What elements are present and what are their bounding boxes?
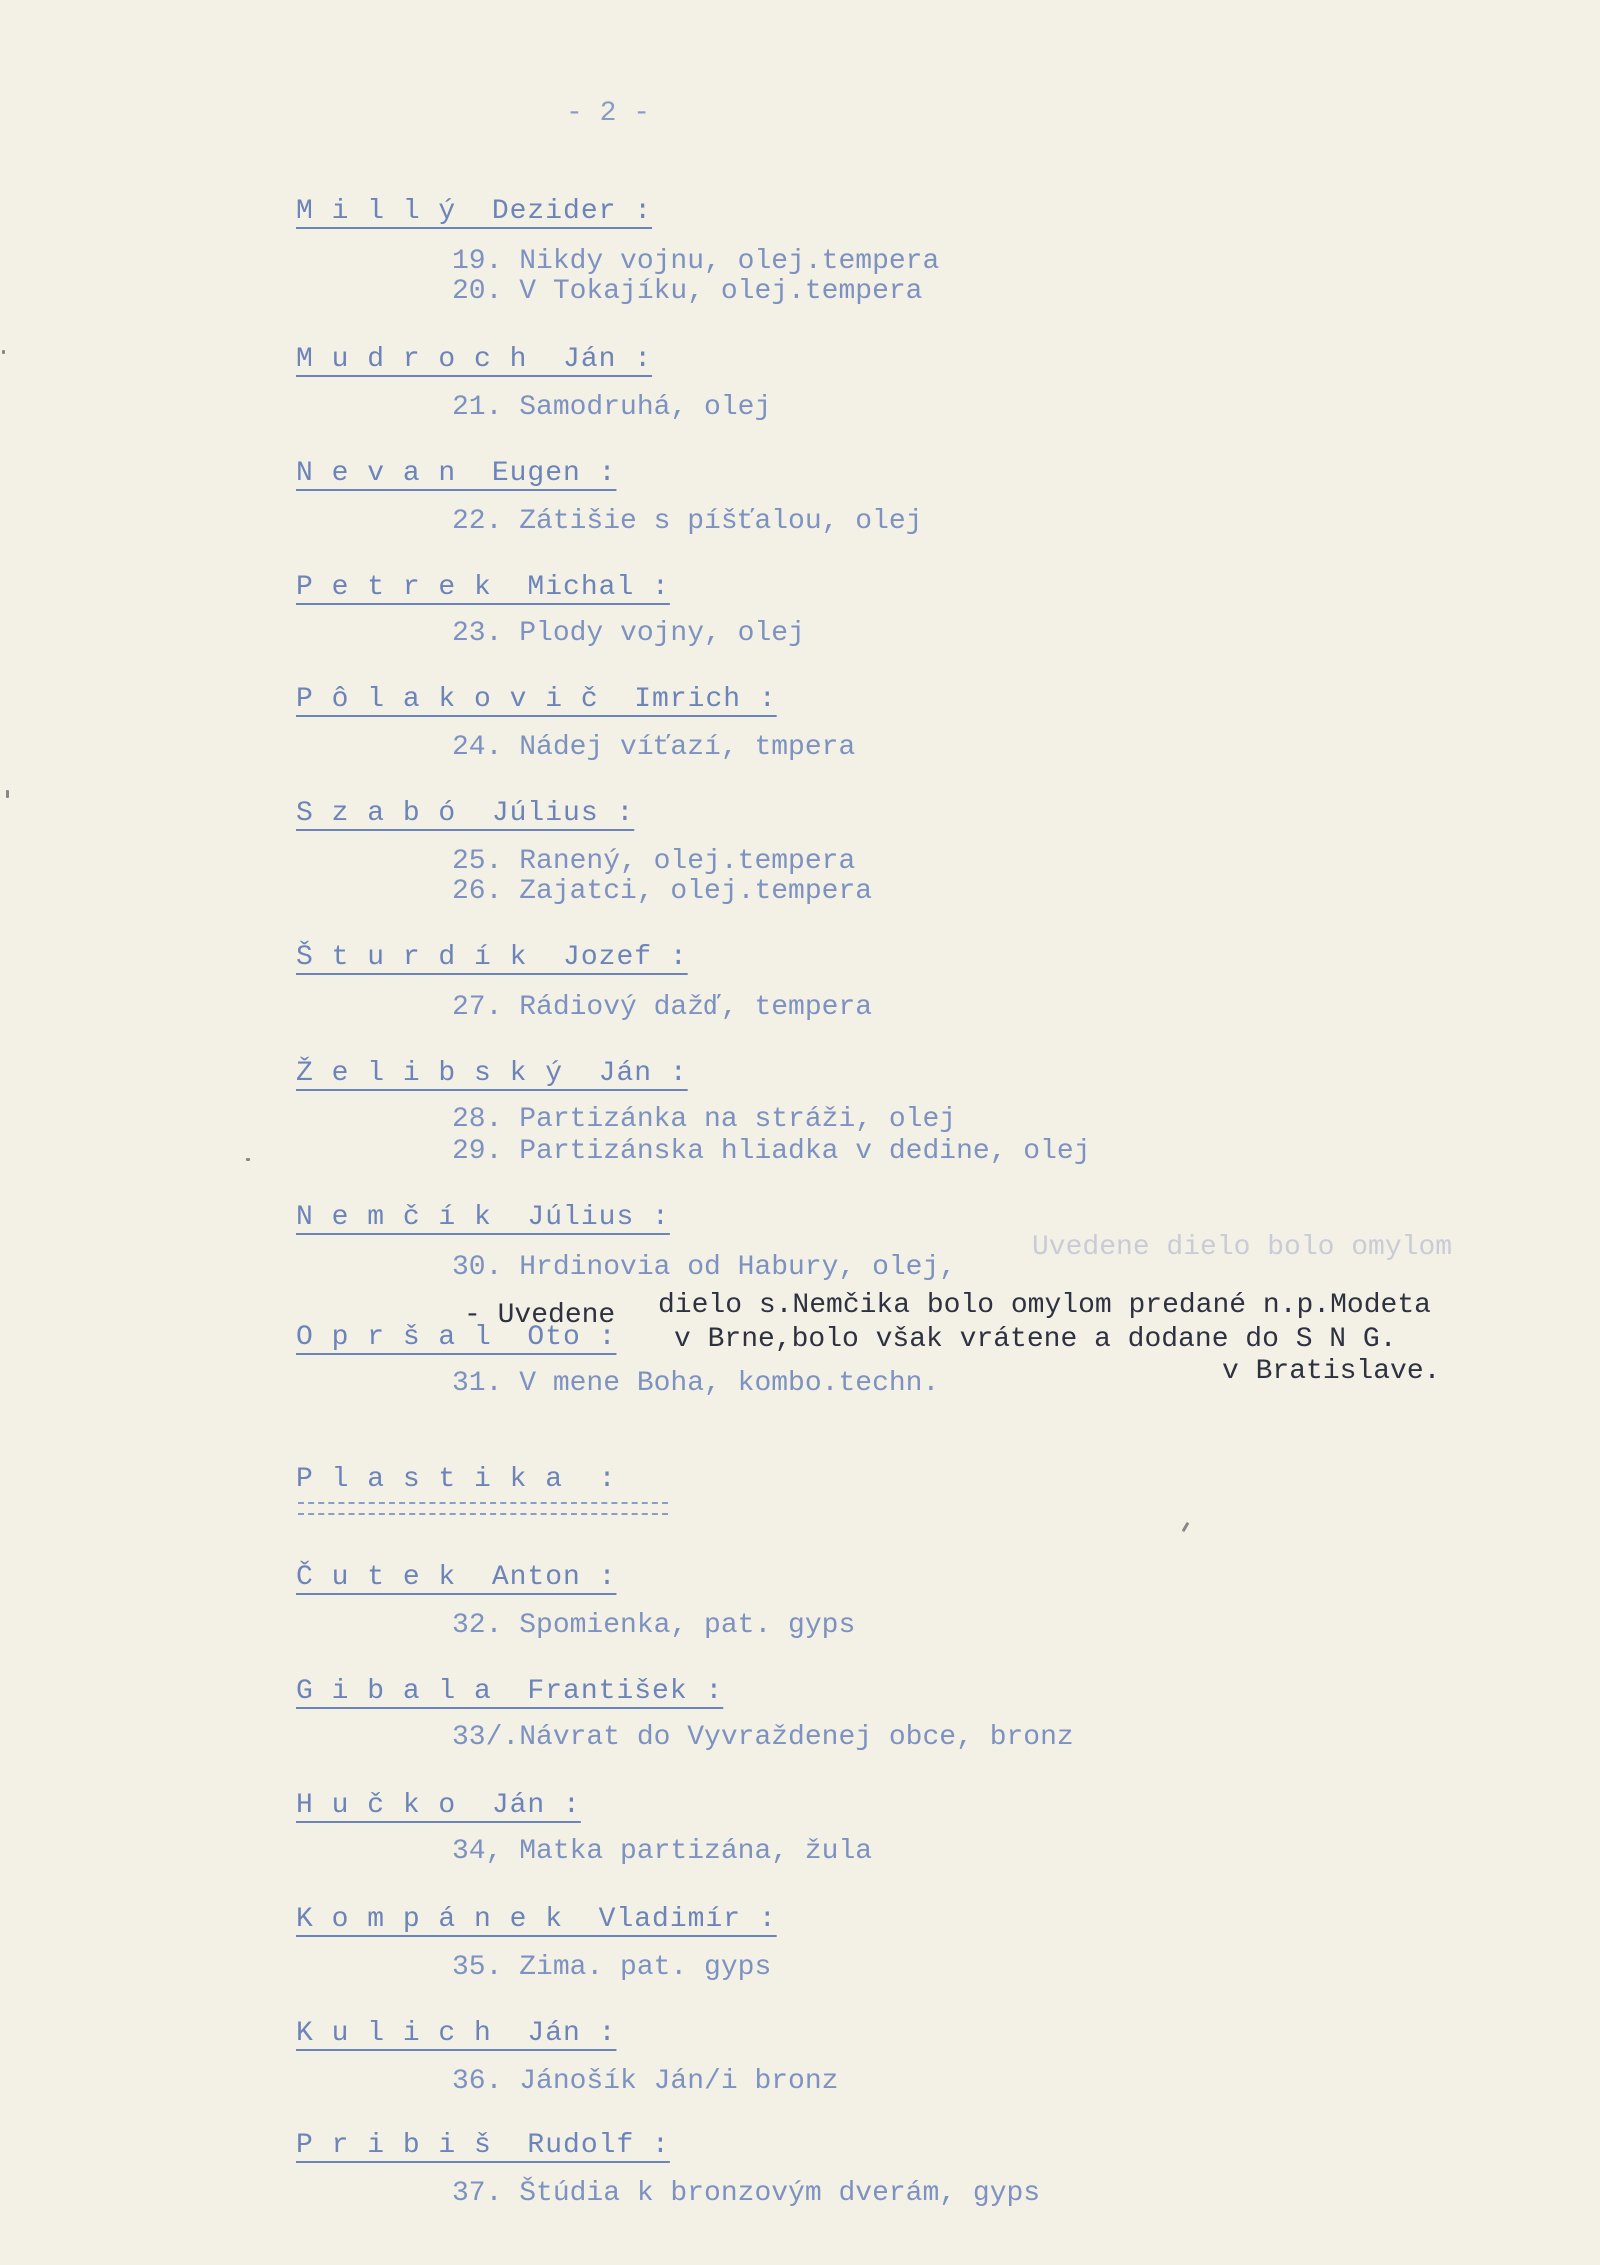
artist-name: P r i b i š Rudolf : xyxy=(296,2130,670,2161)
artist-name: P e t r e k Michal : xyxy=(296,572,670,603)
artwork-item: 22. Zátišie s píšťalou, olej xyxy=(452,506,923,537)
artwork-item: 29. Partizánska hliadka v dedine, olej xyxy=(452,1136,1091,1167)
artwork-item: 26. Zajatci, olej.tempera xyxy=(452,876,873,907)
artist-name: Š t u r d í k Jozef : xyxy=(296,942,688,973)
artwork-item: 34, Matka partizána, žula xyxy=(452,1836,873,1867)
paper-speck xyxy=(1182,1522,1190,1532)
artwork-item: 32. Spomienka, pat. gyps xyxy=(452,1610,856,1641)
artist-name: K o m p á n e k Vladimír : xyxy=(296,1904,777,1935)
artwork-item: 33/.Návrat do Vyvraždenej obce, bronz xyxy=(452,1722,1074,1753)
note-line: v Brne,bolo však vrátene a dodane do S N G. xyxy=(674,1324,1397,1355)
artwork-item: 20. V Tokajíku, olej.tempera xyxy=(452,276,923,307)
section-heading: P l a s t i k a : xyxy=(296,1464,617,1495)
artist-name: M i l l ý Dezider : xyxy=(296,196,653,227)
artist-name: O p r š a l Oto : xyxy=(296,1322,617,1353)
artist-name: G i b a l a František : xyxy=(296,1676,724,1707)
artwork-item: 27. Rádiový dažď, tempera xyxy=(452,992,873,1023)
paper-speck xyxy=(246,1158,250,1161)
artist-name: N e v a n Eugen : xyxy=(296,458,617,489)
artwork-item: 21. Samodruhá, olej xyxy=(452,392,772,423)
note-faint-line: Uvedene dielo bolo omylom xyxy=(1032,1232,1453,1263)
artist-name: K u l i c h Ján : xyxy=(296,2018,617,2049)
paper-speck xyxy=(6,790,9,798)
paper-speck xyxy=(2,350,5,354)
artwork-item: 25. Ranený, olej.tempera xyxy=(452,846,856,877)
artist-name: N e m č í k Július : xyxy=(296,1202,670,1233)
artwork-item: 37. Štúdia k bronzovým dverám, gyps xyxy=(452,2178,1041,2209)
note-prefix: - Uvedene xyxy=(464,1300,616,1331)
note-line: v Bratislave. xyxy=(1222,1356,1441,1387)
artist-name: M u d r o c h Ján : xyxy=(296,344,653,375)
artwork-item: 23. Plody vojny, olej xyxy=(452,618,805,649)
artist-name: Ž e l i b s k ý Ján : xyxy=(296,1058,688,1089)
artwork-item: 35. Zima. pat. gyps xyxy=(452,1952,772,1983)
artist-name: P ô l a k o v i č Imrich : xyxy=(296,684,777,715)
artwork-item: 30. Hrdinovia od Habury, olej, xyxy=(452,1252,957,1283)
artwork-item: 36. Jánošík Ján/i bronz xyxy=(452,2066,839,2097)
artist-name: H u č k o Ján : xyxy=(296,1790,581,1821)
artist-name: Č u t e k Anton : xyxy=(296,1562,617,1593)
artwork-item: 24. Nádej víťazí, tmpera xyxy=(452,732,856,763)
note-line: dielo s.Nemčika bolo omylom predané n.p.Modeta xyxy=(658,1290,1431,1321)
artwork-item: 19. Nikdy vojnu, olej.tempera xyxy=(452,246,940,277)
artwork-item: 28. Partizánka na stráži, olej xyxy=(452,1104,957,1135)
artist-name: S z a b ó Július : xyxy=(296,798,635,829)
artwork-item: 31. V mene Boha, kombo.techn. xyxy=(452,1368,940,1399)
heading-double-underline xyxy=(298,1502,668,1515)
page-number: - 2 - xyxy=(566,98,651,129)
